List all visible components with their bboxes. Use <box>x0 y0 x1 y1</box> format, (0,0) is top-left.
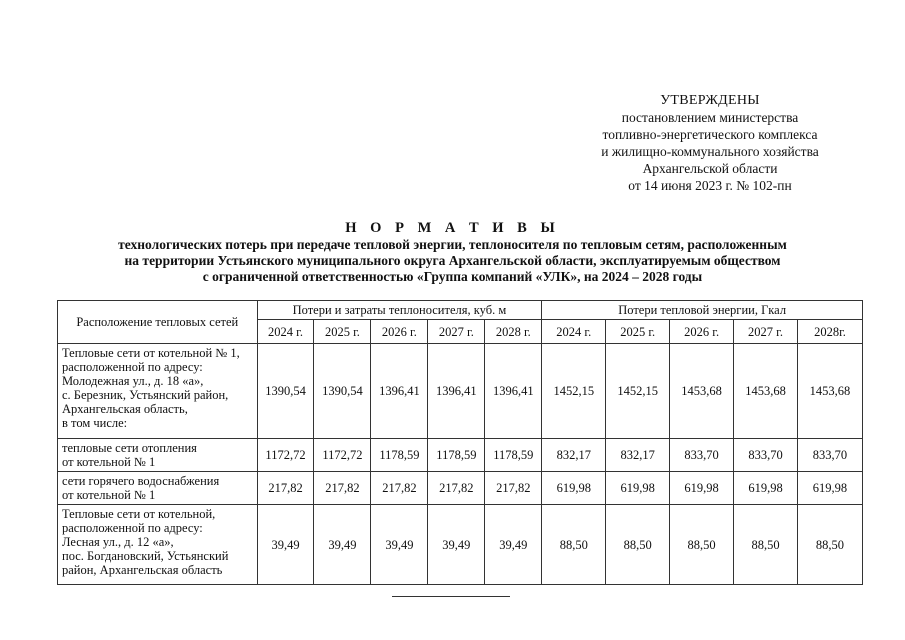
approval-block <box>560 92 860 194</box>
header-heat-group: Потери тепловой энергии, Гкал <box>542 301 863 320</box>
location-cell <box>58 439 258 472</box>
location-cell <box>58 472 258 505</box>
location-cell <box>58 505 258 585</box>
heat-value-cell: 619,98 <box>670 472 734 505</box>
approval-date: от 14 июня 2023 г. № 102-пн <box>628 178 792 193</box>
table-row <box>58 472 863 505</box>
coolant-value-cell: 217,82 <box>257 472 314 505</box>
coolant-value-cell: 1172,72 <box>257 439 314 472</box>
header-year-coolant: 2026 г. <box>371 320 428 344</box>
coolant-value-cell: 217,82 <box>485 472 542 505</box>
coolant-value-cell: 217,82 <box>428 472 485 505</box>
heat-value-cell: 833,70 <box>734 439 798 472</box>
norms-table <box>57 300 863 585</box>
location-line: пос. Богдановский, Устьянский <box>62 549 229 563</box>
coolant-value-cell: 1396,41 <box>428 344 485 439</box>
header-year-coolant: 2028 г. <box>485 320 542 344</box>
coolant-value-cell: 217,82 <box>314 472 371 505</box>
location-line: расположенной по адресу: <box>62 521 203 535</box>
coolant-value-cell: 217,82 <box>371 472 428 505</box>
heat-value-cell: 1453,68 <box>734 344 798 439</box>
header-location: Расположение тепловых сетей <box>58 301 258 344</box>
approval-line: постановлением министерства <box>621 110 799 125</box>
header-year-heat: 2025 г. <box>606 320 670 344</box>
coolant-value-cell: 1390,54 <box>314 344 371 439</box>
location-line: Тепловые сети от котельной, <box>62 507 216 521</box>
heat-value-cell: 88,50 <box>734 505 798 585</box>
heat-value-cell: 833,70 <box>797 439 862 472</box>
title-line: технологических потерь при передаче тепловой энергии, теплоносителя по тепловым сетям, расположенным <box>118 237 787 252</box>
table-row <box>58 439 863 472</box>
coolant-value-cell: 39,49 <box>371 505 428 585</box>
header-year-coolant: 2027 г. <box>428 320 485 344</box>
footer-divider <box>392 596 510 597</box>
approval-line: Архангельской области <box>642 161 778 176</box>
header-year-heat: 2027 г. <box>734 320 798 344</box>
heat-value-cell: 1453,68 <box>797 344 862 439</box>
title-main: Н О Р М А Т И В Ы <box>345 220 560 236</box>
coolant-value-cell: 39,49 <box>485 505 542 585</box>
location-line: Тепловые сети от котельной № 1, <box>62 346 240 360</box>
location-line: в том числе: <box>62 416 128 430</box>
heat-value-cell: 88,50 <box>606 505 670 585</box>
heat-value-cell: 1453,68 <box>670 344 734 439</box>
heat-value-cell: 619,98 <box>542 472 606 505</box>
approval-line: и жилищно-коммунального хозяйства <box>601 144 819 159</box>
header-year-heat: 2024 г. <box>542 320 606 344</box>
coolant-value-cell: 39,49 <box>314 505 371 585</box>
approval-line: топливно-энергетического комплекса <box>602 127 818 142</box>
location-line: с. Березник, Устьянский район, <box>62 388 229 402</box>
location-cell <box>58 344 258 439</box>
location-line: от котельной № 1 <box>62 455 156 469</box>
header-coolant-group: Потери и затраты теплоносителя, куб. м <box>257 301 542 320</box>
heat-value-cell: 832,17 <box>606 439 670 472</box>
title-line: с ограниченной ответственностью «Группа компаний «УЛК», на 2024 – 2028 годы <box>202 269 703 284</box>
heat-value-cell: 619,98 <box>797 472 862 505</box>
header-year-heat: 2026 г. <box>670 320 734 344</box>
heat-value-cell: 1452,15 <box>542 344 606 439</box>
location-line: от котельной № 1 <box>62 488 156 502</box>
header-year-heat: 2028г. <box>797 320 862 344</box>
title-line: на территории Устьянского муниципального округа Архангельской области, эксплуатируемым обществом <box>124 253 781 268</box>
heat-value-cell: 833,70 <box>670 439 734 472</box>
heat-value-cell: 88,50 <box>670 505 734 585</box>
table-row <box>58 505 863 585</box>
location-line: Архангельская область, <box>62 402 188 416</box>
coolant-value-cell: 1172,72 <box>314 439 371 472</box>
coolant-value-cell: 1178,59 <box>428 439 485 472</box>
document-title <box>40 220 865 285</box>
header-year-coolant: 2025 г. <box>314 320 371 344</box>
heat-value-cell: 88,50 <box>797 505 862 585</box>
location-line: расположенной по адресу: <box>62 360 203 374</box>
heat-value-cell: 1452,15 <box>606 344 670 439</box>
header-year-coolant: 2024 г. <box>257 320 314 344</box>
heat-value-cell: 619,98 <box>606 472 670 505</box>
coolant-value-cell: 1390,54 <box>257 344 314 439</box>
coolant-value-cell: 1178,59 <box>371 439 428 472</box>
location-line: сети горячего водоснабжения <box>62 474 220 488</box>
location-line: Лесная ул., д. 12 «а», <box>62 535 174 549</box>
coolant-value-cell: 1178,59 <box>485 439 542 472</box>
table-row <box>58 344 863 439</box>
location-line: Молодежная ул., д. 18 «а», <box>62 374 204 388</box>
heat-value-cell: 832,17 <box>542 439 606 472</box>
coolant-value-cell: 1396,41 <box>485 344 542 439</box>
coolant-value-cell: 39,49 <box>257 505 314 585</box>
heat-value-cell: 619,98 <box>734 472 798 505</box>
heat-value-cell: 88,50 <box>542 505 606 585</box>
approval-heading: УТВЕРЖДЕНЫ <box>660 93 760 108</box>
location-line: тепловые сети отопления <box>62 441 197 455</box>
location-line: район, Архангельская область <box>62 563 223 577</box>
coolant-value-cell: 1396,41 <box>371 344 428 439</box>
coolant-value-cell: 39,49 <box>428 505 485 585</box>
